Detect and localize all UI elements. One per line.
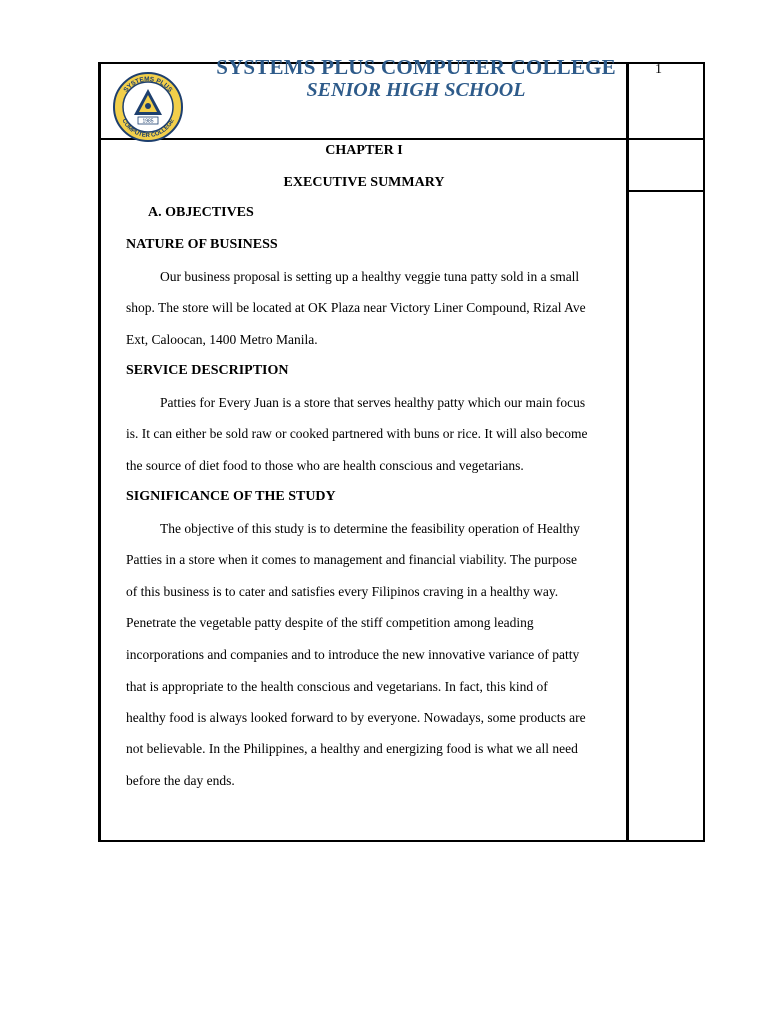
paragraph-line: Our business proposal is setting up a healthy veggie tuna patty sold in a small	[160, 269, 580, 284]
frame-bottom-border	[98, 840, 705, 842]
objectives-heading: A. OBJECTIVES	[148, 205, 254, 220]
logo-year: 1985	[142, 118, 154, 125]
paragraph-line: of this business is to cater and satisfies every Filipinos craving in a healthy way.	[126, 584, 559, 599]
header-row-divider	[98, 138, 705, 140]
significance-heading: SIGNIFICANCE OF THE STUDY	[126, 489, 336, 504]
paragraph-line: Ext, Caloocan, 1400 Metro Manila.	[126, 332, 318, 347]
paragraph-line: is. It can either be sold raw or cooked partnered with buns or rice. It will also become	[126, 426, 588, 441]
paragraph-line: The objective of this study is to determine the feasibility operation of Healthy	[160, 521, 580, 536]
paragraph-line: not believable. In the Philippines, a healthy and energizing food is what we all need	[126, 741, 578, 756]
school-name: SENIOR HIGH SCHOOL	[306, 79, 526, 101]
college-seal-logo	[112, 71, 184, 143]
paragraph-line: Patties for Every Juan is a store that serves healthy patty which our main focus	[160, 395, 586, 410]
logo-text-bottom: COMPUTER COLLEGE	[120, 118, 176, 140]
nature-heading: NATURE OF BUSINESS	[126, 237, 278, 252]
paragraph-line: Penetrate the vegetable patty despite of the stiff competition among leading	[126, 615, 534, 630]
margin-cell-divider	[626, 190, 705, 192]
logo-text-top: SYSTEMS PLUS	[122, 75, 174, 94]
paragraph-line: incorporations and companies and to introduce the new innovative variance of patty	[126, 647, 580, 662]
chapter-title: CHAPTER I	[325, 143, 403, 158]
section-title: EXECUTIVE SUMMARY	[283, 175, 445, 190]
college-name: SYSTEMS PLUS COMPUTER COLLEGE	[216, 55, 616, 79]
service-heading: SERVICE DESCRIPTION	[126, 363, 289, 378]
frame-right-border	[703, 62, 705, 842]
paragraph-line: Patties in a store when it comes to management and financial viability. The purpose	[126, 552, 578, 567]
paragraph-line: shop. The store will be located at OK Plaza near Victory Liner Compound, Rizal Ave	[126, 300, 586, 315]
paragraph-line: that is appropriate to the health conscious and vegetarians. In fact, this kind of	[126, 679, 548, 694]
paragraph-line: before the day ends.	[126, 773, 235, 788]
paragraph-line: healthy food is always looked forward to by everyone. Nowadays, some products are	[126, 710, 586, 725]
page-number: 1	[655, 62, 662, 77]
paragraph-line: the source of diet food to those who are health conscious and vegetarians.	[126, 458, 524, 473]
